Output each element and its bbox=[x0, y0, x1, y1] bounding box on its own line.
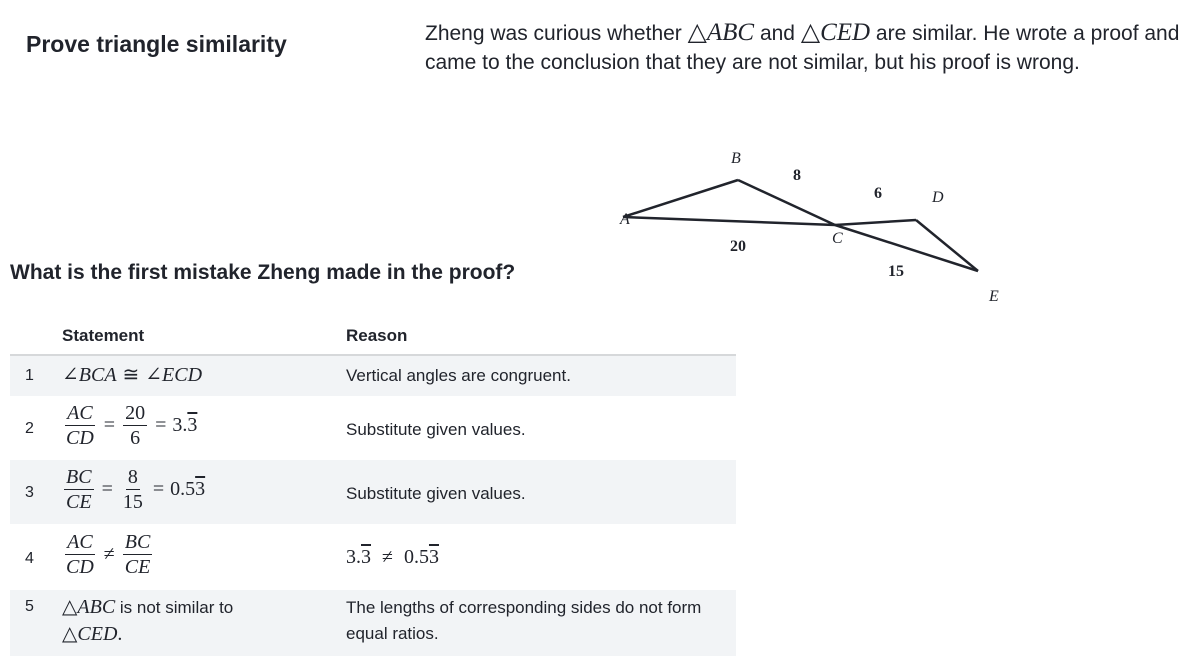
label-point-a: A bbox=[620, 211, 630, 228]
repeating-digit: 3 bbox=[428, 546, 439, 568]
value-3-3-repeating bbox=[346, 546, 371, 568]
numerator: AC bbox=[67, 402, 93, 424]
numerator: AC bbox=[67, 531, 93, 553]
question-text: What is the first mistake Zheng made in the proof? bbox=[10, 261, 516, 284]
label-length-cd: 6 bbox=[874, 185, 882, 202]
triangle-abc: △ABC bbox=[687, 19, 755, 46]
value-3-3-repeating bbox=[172, 414, 197, 437]
segment-ac bbox=[623, 217, 835, 225]
proof-row-2 bbox=[10, 396, 736, 460]
denominator: 15 bbox=[122, 491, 143, 513]
denominator: CE bbox=[66, 491, 92, 513]
repeating-digit: 3 bbox=[361, 546, 371, 568]
proof-row-1 bbox=[10, 356, 736, 396]
numerator: BC bbox=[124, 531, 151, 553]
reason-5: The lengths of corresponding sides do not form equal ratios. bbox=[346, 598, 702, 643]
problem-intro bbox=[425, 18, 1195, 77]
denominator: CD bbox=[66, 427, 94, 449]
label-length-bc: 8 bbox=[793, 167, 801, 184]
value-digits: 3. bbox=[346, 546, 361, 568]
segment-ce bbox=[835, 225, 978, 271]
numerator: 8 bbox=[127, 466, 138, 488]
value-digits: 0.5 bbox=[170, 478, 196, 500]
reason-3: Substitute given values. bbox=[346, 484, 526, 503]
reason-1: Vertical angles are congruent. bbox=[346, 366, 571, 385]
fraction-bc-ce bbox=[64, 466, 94, 513]
label-point-b: B bbox=[731, 150, 741, 167]
triangle-ced: △CED bbox=[800, 19, 871, 46]
segment-de bbox=[916, 220, 978, 271]
denominator: 6 bbox=[130, 427, 141, 449]
not-equal-sign: ≠ bbox=[382, 546, 393, 568]
label-point-d: D bbox=[932, 189, 944, 206]
numerator: BC bbox=[66, 466, 92, 488]
label-point-e: E bbox=[989, 288, 999, 305]
fraction-ac-cd bbox=[64, 402, 96, 449]
not-similar-text: is not similar to bbox=[119, 598, 234, 617]
intro-text-start: Zheng was curious whether bbox=[425, 22, 682, 45]
statement-1 bbox=[62, 362, 202, 387]
equals-sign: = bbox=[155, 414, 167, 436]
denominator: CD bbox=[66, 556, 94, 578]
fraction-bc-ce bbox=[123, 531, 153, 578]
label-point-c: C bbox=[832, 230, 843, 247]
triangle-diagram bbox=[600, 140, 1020, 310]
reason-4 bbox=[346, 546, 439, 569]
reason-2: Substitute given values. bbox=[346, 420, 526, 439]
fraction-8-15 bbox=[121, 466, 145, 513]
row-number: 5 bbox=[25, 598, 34, 615]
row-number: 4 bbox=[25, 550, 34, 567]
equals-sign: = bbox=[101, 478, 113, 500]
segment-ab bbox=[623, 180, 738, 217]
equals-sign: = bbox=[152, 478, 165, 500]
header-statement: Statement bbox=[62, 326, 145, 345]
proof-row-5 bbox=[10, 590, 736, 656]
intro-text-and: and bbox=[759, 22, 795, 45]
denominator: CE bbox=[124, 556, 151, 578]
statement-3 bbox=[62, 466, 205, 513]
proof-row-3 bbox=[10, 460, 736, 524]
row-number: 1 bbox=[25, 367, 34, 384]
period: . bbox=[117, 623, 123, 645]
equals-sign: = bbox=[103, 414, 116, 436]
statement-2 bbox=[62, 402, 197, 449]
congruent-symbol: ≅ bbox=[122, 364, 140, 386]
repeating-digit: 3 bbox=[195, 478, 206, 500]
statement-4 bbox=[62, 531, 154, 578]
label-length-ac: 20 bbox=[730, 238, 746, 255]
numerator: 20 bbox=[125, 402, 146, 424]
value-0-53-repeating bbox=[404, 546, 439, 568]
proof-row-4 bbox=[10, 524, 736, 590]
fraction-ac-cd bbox=[64, 531, 96, 578]
label-length-ce: 15 bbox=[888, 263, 904, 280]
value-0-53-repeating bbox=[170, 478, 205, 501]
angle-ecd: ∠ECD bbox=[145, 364, 203, 386]
value-digits: 0.5 bbox=[403, 546, 429, 568]
statement-5 bbox=[62, 594, 332, 648]
segment-cd bbox=[835, 220, 916, 225]
angle-bca: ∠BCA bbox=[62, 364, 117, 386]
row-number: 3 bbox=[25, 484, 34, 501]
segment-bc bbox=[738, 180, 835, 225]
triangle-abc: △ABC bbox=[62, 596, 116, 618]
page-title: Prove triangle similarity bbox=[26, 31, 287, 57]
row-number: 2 bbox=[25, 420, 34, 437]
fraction-20-6 bbox=[123, 402, 147, 449]
triangle-ced: △CED bbox=[62, 623, 118, 645]
intro-text-end: are similar. He wrote a proof and came to the conclusion that they are not similar, but his proof is wrong. bbox=[425, 22, 1180, 74]
repeating-digit: 3 bbox=[187, 414, 198, 436]
value-digits: 3. bbox=[172, 414, 188, 436]
not-equal-sign: ≠ bbox=[103, 543, 115, 565]
header-reason: Reason bbox=[346, 326, 408, 345]
